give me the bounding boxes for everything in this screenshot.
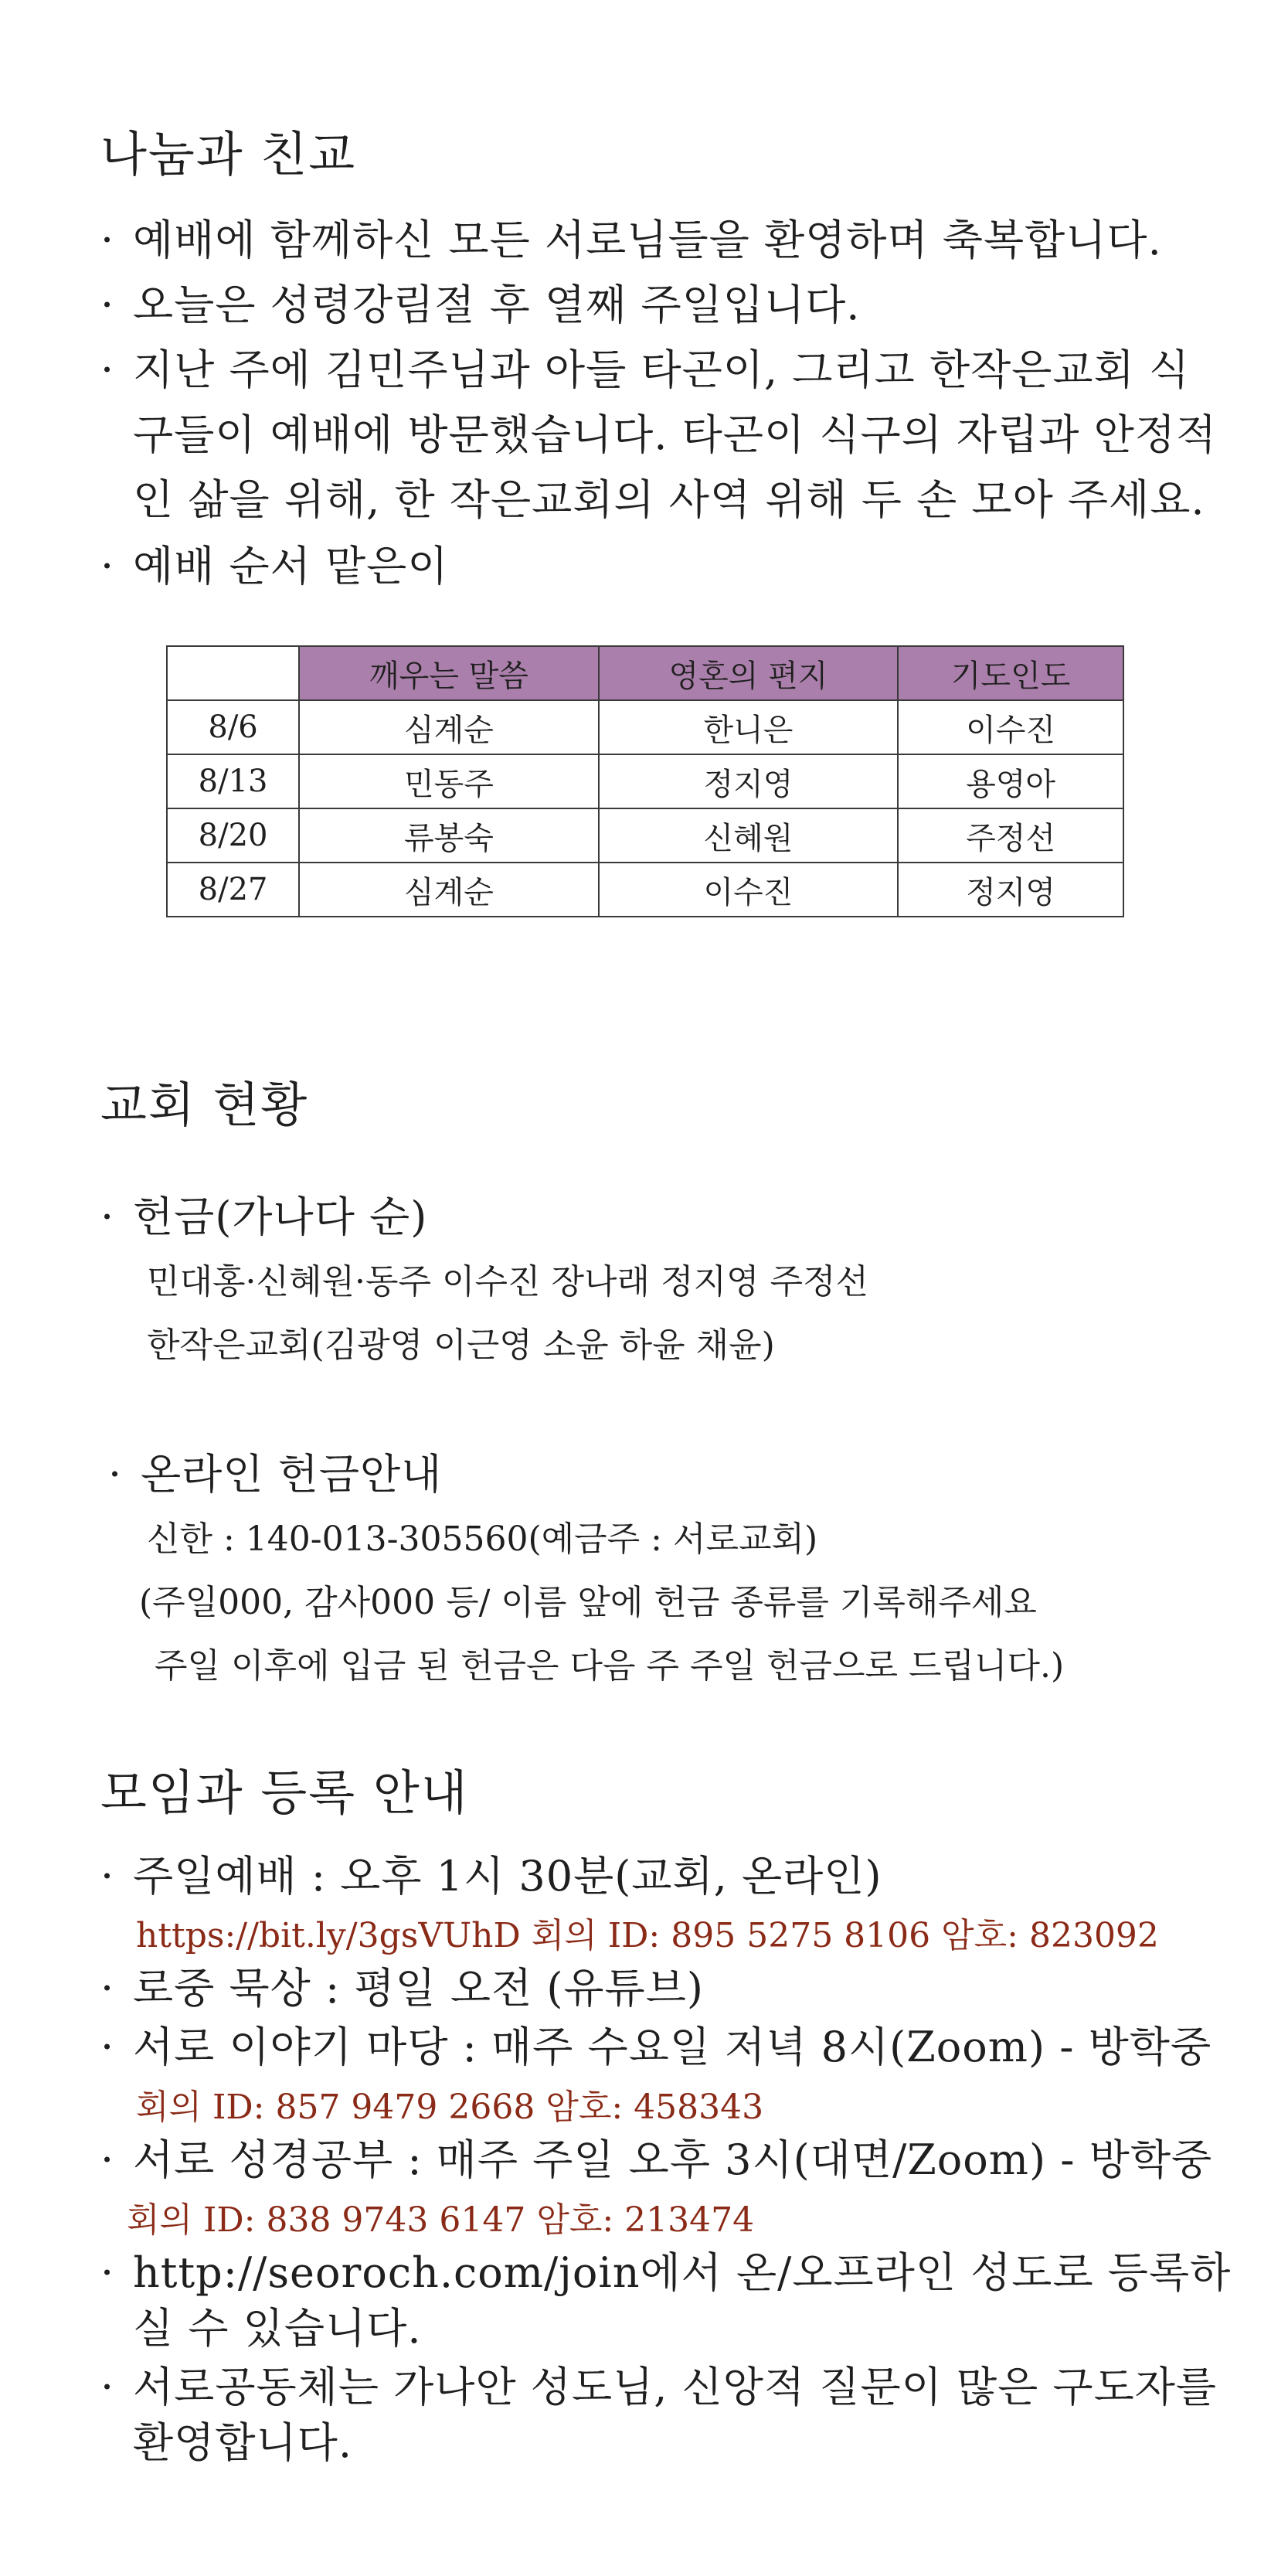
story-zoom-info: 회의 ID: 857 9479 2668 암호: 458343 (136, 2088, 764, 2127)
list-item (100, 2240, 1231, 2299)
bible-study-info: 서로 성경공부 : 매주 주일 오후 3시(대면/Zoom) - 방학중 (133, 2135, 1213, 2184)
table-header-cell: 깨우는 말씀 (299, 646, 599, 700)
table-cell: 8/6 (167, 700, 299, 754)
list-item (100, 337, 1190, 396)
table-cell: 정지영 (599, 754, 899, 808)
list-item (100, 1843, 882, 1903)
table-cell: 8/20 (167, 808, 299, 863)
offering-note: (주일000, 감사000 등/ 이름 앞에 헌금 종류를 기록해주세요 (139, 1583, 1037, 1622)
offering-names: 한작은교회(김광영 이근영 소윤 하윤 채윤) (147, 1325, 775, 1365)
list-item (100, 2127, 1212, 2186)
table-cell: 이수진 (599, 863, 899, 917)
list-item-text: 예배 순서 맡은이 (133, 542, 449, 590)
table-cell: 한니은 (599, 700, 899, 754)
table-header-cell: 영혼의 편지 (599, 646, 899, 700)
table-row (167, 808, 1123, 863)
table-header-row (167, 646, 1123, 700)
list-item (100, 207, 1162, 267)
table-header-cell: 기도인도 (898, 646, 1123, 700)
table-cell: 이수진 (898, 700, 1123, 754)
section-title-sharing: 나눔과 친교 (100, 126, 357, 182)
sunday-zoom-info: https://bit.ly/3gsVUhD 회의 ID: 895 5275 8106 암호: 823092 (136, 1916, 1159, 1955)
list-item-text: 구들이 예배에 방문했습니다. 타곤이 식구의 자립과 안정적 (133, 410, 1218, 459)
list-item-text: 지난 주에 김민주님과 아들 타곤이, 그리고 한작은교회 식 (133, 345, 1191, 394)
bullet: · (100, 1964, 115, 2013)
table-cell: 정지영 (898, 863, 1123, 917)
welcome-info: 환영합니다. (133, 2418, 352, 2467)
list-item (100, 272, 860, 332)
meditation-info: 로중 묵상 : 평일 오전 (유튜브) (133, 1964, 704, 2013)
list-item (100, 533, 448, 593)
table-cell: 주정선 (898, 808, 1123, 863)
table-cell: 심계순 (299, 700, 599, 754)
section-title-church-status: 교회 현황 (100, 1077, 309, 1133)
story-madang-info: 서로 이야기 마당 : 매주 수요일 저녁 8시(Zoom) - 방학중 (133, 2023, 1212, 2071)
list-item (100, 1955, 704, 2015)
bible-zoom-info: 회의 ID: 838 9743 6147 암호: 213474 (127, 2200, 755, 2240)
table-cell: 용영아 (898, 754, 1123, 808)
bank-account-info: 신한 : 140-013-305560(예금주 : 서로교회) (147, 1519, 818, 1559)
list-item (100, 2354, 1217, 2414)
online-offering-label: 온라인 헌금안내 (141, 1450, 443, 1499)
list-item-text: 예배에 함께하신 모든 서로님들을 환영하며 축복합니다. (133, 216, 1162, 264)
bullet: · (108, 1450, 123, 1499)
bullet: · (100, 281, 115, 329)
bullet: · (100, 2135, 115, 2184)
offering-names: 민대홍·신혜원·동주 이수진 장나래 정지영 주정선 (147, 1262, 868, 1302)
bullet: · (100, 1852, 115, 1901)
worship-roster-table (166, 645, 1124, 917)
list-item-text: 인 삶을 위해, 한 작은교회의 사역 위해 두 손 모아 주세요. (133, 475, 1205, 524)
list-item (108, 1441, 442, 1501)
bullet: · (100, 1193, 115, 1241)
table-row (167, 863, 1123, 917)
bullet: · (100, 2023, 115, 2071)
table-cell: 신혜원 (599, 808, 899, 863)
list-item-text: 오늘은 성령강림절 후 열째 주일입니다. (133, 281, 861, 329)
table-cell: 심계순 (299, 863, 599, 917)
bullet: · (100, 2248, 115, 2297)
register-info: 실 수 있습니다. (133, 2304, 422, 2353)
table-cell: 8/13 (167, 754, 299, 808)
register-info: http://seoroch.com/join에서 온/오프라인 성도로 등록하 (133, 2248, 1232, 2297)
offering-label: 헌금(가나다 순) (133, 1193, 428, 1241)
table-row (167, 754, 1123, 808)
section-title-meetings: 모임과 등록 안내 (100, 1764, 469, 1821)
offering-note: 주일 이후에 입금 된 헌금은 다음 주 주일 헌금으로 드립니다.) (155, 1646, 1065, 1686)
table-cell: 민동주 (299, 754, 599, 808)
bullet: · (100, 542, 115, 590)
list-item (100, 2014, 1212, 2074)
bullet: · (100, 216, 115, 264)
table-cell: 류봉숙 (299, 808, 599, 863)
table-cell: 8/27 (167, 863, 299, 917)
table-row (167, 700, 1123, 754)
table-header-cell (167, 646, 299, 700)
sunday-worship-info: 주일예배 : 오후 1시 30분(교회, 온라인) (133, 1852, 882, 1901)
bullet: · (100, 345, 115, 394)
welcome-info: 서로공동체는 가나안 성도님, 신앙적 질문이 많은 구도자를 (133, 2363, 1218, 2411)
bullet: · (100, 2363, 115, 2411)
list-item (100, 1184, 427, 1244)
